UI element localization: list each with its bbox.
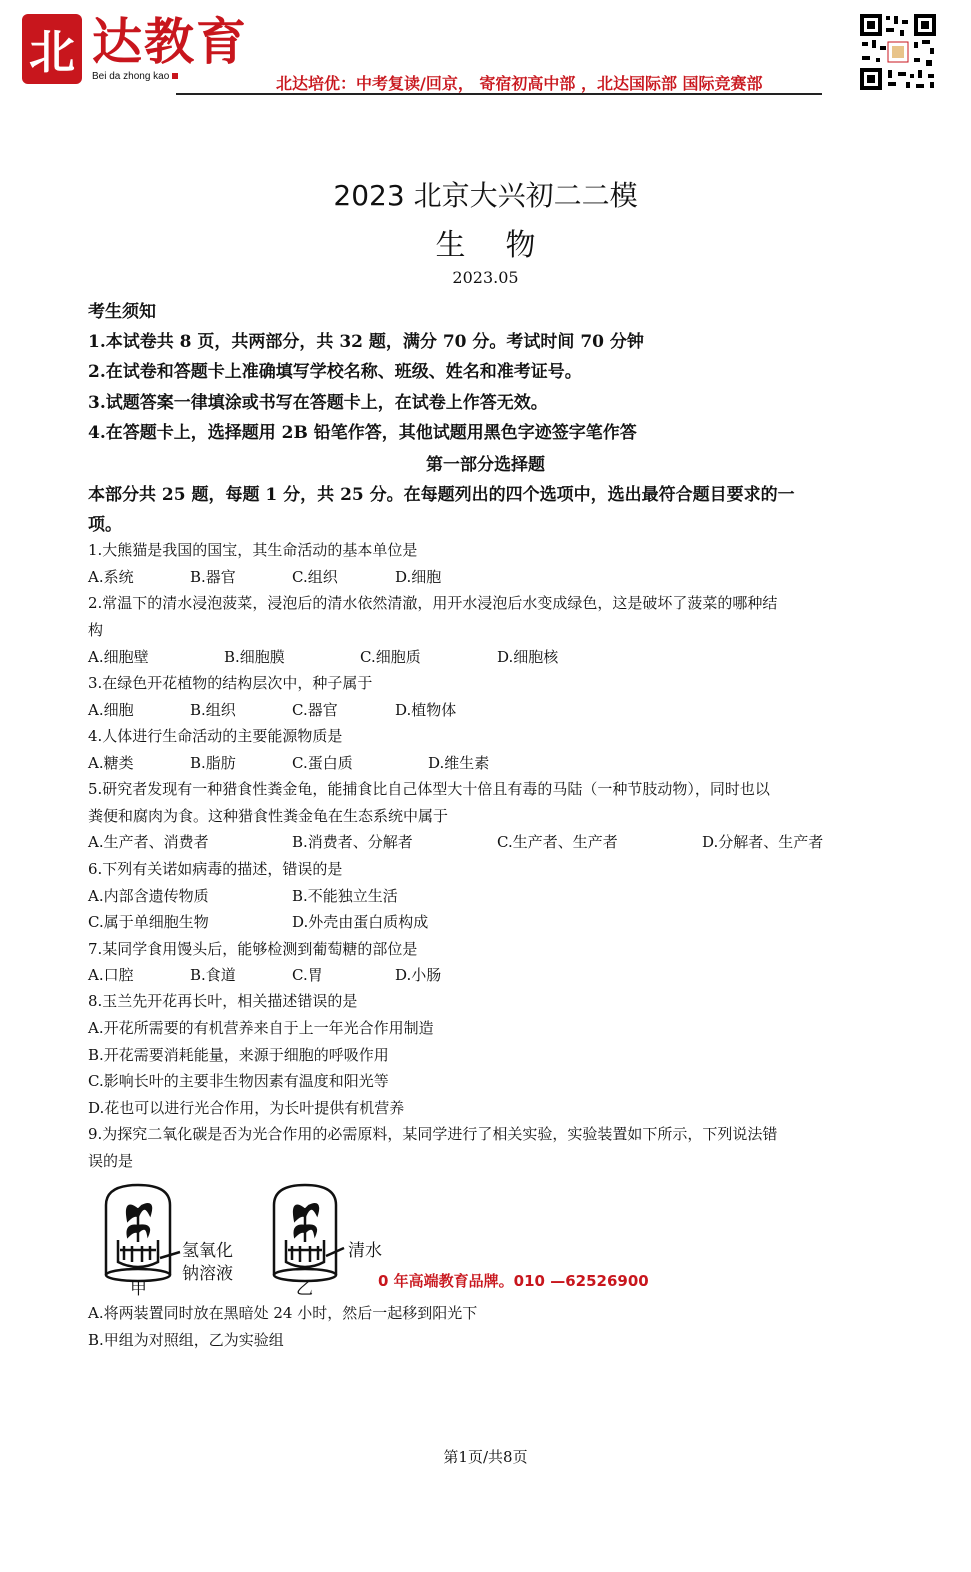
solution-label: 钠溶液	[182, 1264, 233, 1284]
option: D.分解者、生产者	[702, 833, 824, 851]
question-stem: 构	[88, 621, 104, 639]
option: B.食道	[190, 966, 236, 984]
option: A.开花所需要的有机营养来自于上一年光合作用制造	[88, 1019, 434, 1037]
jar-label-jia: 甲	[130, 1279, 147, 1299]
notice-item: 3.试题答案一律填涂或书写在答题卡上，在试卷上作答无效。	[88, 393, 548, 413]
option: A.生产者、消费者	[88, 833, 209, 851]
section-title: 第一部分选择题	[426, 455, 545, 475]
option: D.维生素	[428, 754, 490, 772]
question-stem: 7.某同学食用馒头后，能够检测到葡萄糖的部位是	[88, 940, 418, 958]
bell-jar-yi	[274, 1185, 344, 1281]
option: B.细胞膜	[224, 648, 285, 666]
option: B.脂肪	[190, 754, 236, 772]
option: C.蛋白质	[292, 754, 353, 772]
option: A.将两装置同时放在黑暗处 24 小时，然后一起移到阳光下	[88, 1304, 478, 1322]
notice-heading: 考生须知	[88, 302, 156, 322]
page-number: 第1页/共8页	[443, 1448, 528, 1466]
exam-date: 2023.05	[452, 268, 519, 287]
question-stem: 粪便和腐肉为食。这种猎食性粪金龟在生态系统中属于	[88, 807, 449, 825]
question-stem: 6.下列有关诺如病毒的描述，错误的是	[88, 860, 343, 878]
question-stem: 误的是	[88, 1152, 134, 1170]
question-stem: 8.玉兰先开花再长叶，相关描述错误的是	[88, 992, 358, 1010]
option: C.组织	[292, 568, 338, 586]
option: A.细胞壁	[88, 648, 149, 666]
notice-item: 1.本试卷共 8 页，共两部分，共 32 题，满分 70 分。考试时间 70 分钟	[88, 332, 644, 352]
question-stem: 2.常温下的清水浸泡菠菜，浸泡后的清水依然清澈，用开水浸泡后水变成绿色，这是破坏了菠菜的哪种结	[88, 594, 778, 612]
question-stem: 4.人体进行生命活动的主要能源物质是	[88, 727, 343, 745]
option: A.糖类	[88, 754, 134, 772]
option: D.细胞核	[497, 648, 559, 666]
option: B.消费者、分解者	[292, 833, 413, 851]
header-slogan: 北达培优：中考复读/回京， 寄宿初高中部 ，北达国际部 国际竞赛部	[276, 74, 763, 93]
option: C.生产者、生产者	[497, 833, 618, 851]
option: C.胃	[292, 966, 323, 984]
option: D.花也可以进行光合作用，为长叶提供有机营养	[88, 1099, 405, 1117]
ad-banner-text: 0 年高端教育品牌。010 —62526900	[378, 1272, 649, 1290]
exam-title: 2023 北京大兴初二二模	[333, 179, 638, 212]
section-intro: 本部分共 25 题，每题 1 分，共 25 分。在每题列出的四个选项中，选出最符合题目要求的一	[88, 485, 795, 505]
question-stem: 5.研究者发现有一种猎食性粪金龟，能捕食比自己体型大十倍且有毒的马陆（一种节肢动物），同时也以	[88, 780, 770, 798]
option: B.不能独立生活	[292, 887, 398, 905]
option: A.细胞	[88, 701, 134, 719]
option: C.属于单细胞生物	[88, 913, 209, 931]
option: D.植物体	[395, 701, 457, 719]
question-stem: 3.在绿色开花植物的结构层次中，种子属于	[88, 674, 373, 692]
option: B.器官	[190, 568, 236, 586]
question-stem: 1.大熊猫是我国的国宝，其生命活动的基本单位是	[88, 541, 418, 559]
exam-subject: 生物	[435, 228, 576, 263]
option: D.外壳由蛋白质构成	[292, 913, 429, 931]
header-divider	[176, 93, 822, 95]
option: C.细胞质	[360, 648, 421, 666]
option: D.细胞	[395, 568, 442, 586]
option: B.甲组为对照组，乙为实验组	[88, 1331, 284, 1349]
option: A.系统	[88, 568, 134, 586]
section-intro: 项。	[88, 515, 122, 535]
jar-label-yi: 乙	[296, 1279, 313, 1299]
notice-item: 2.在试卷和答题卡上准确填写学校名称、班级、姓名和准考证号。	[88, 362, 582, 382]
logo-subtitle: Bei da zhong kao	[92, 71, 178, 82]
notice-item: 4.在答题卡上，选择题用 2B 铅笔作答，其他试题用黑色字迹签字笔作答	[88, 423, 637, 443]
option: B.开花需要消耗能量，来源于细胞的呼吸作用	[88, 1046, 389, 1064]
option: A.内部含遗传物质	[88, 887, 209, 905]
option: A.口腔	[88, 966, 134, 984]
solution-label: 氢氧化	[182, 1241, 233, 1261]
logo-text: 达教育	[92, 12, 248, 71]
bell-jar-jia	[106, 1185, 180, 1281]
qr-code-icon	[858, 12, 938, 92]
option: C.器官	[292, 701, 338, 719]
question-stem: 9.为探究二氧化碳是否为光合作用的必需原料，某同学进行了相关实验，实验装置如下所示，下列说法错	[88, 1125, 778, 1143]
option: D.小肠	[395, 966, 442, 984]
logo-mark: 北	[22, 14, 82, 84]
option: C.影响长叶的主要非生物因素有温度和阳光等	[88, 1072, 389, 1090]
option: B.组织	[190, 701, 236, 719]
solution-label: 清水	[348, 1241, 382, 1261]
